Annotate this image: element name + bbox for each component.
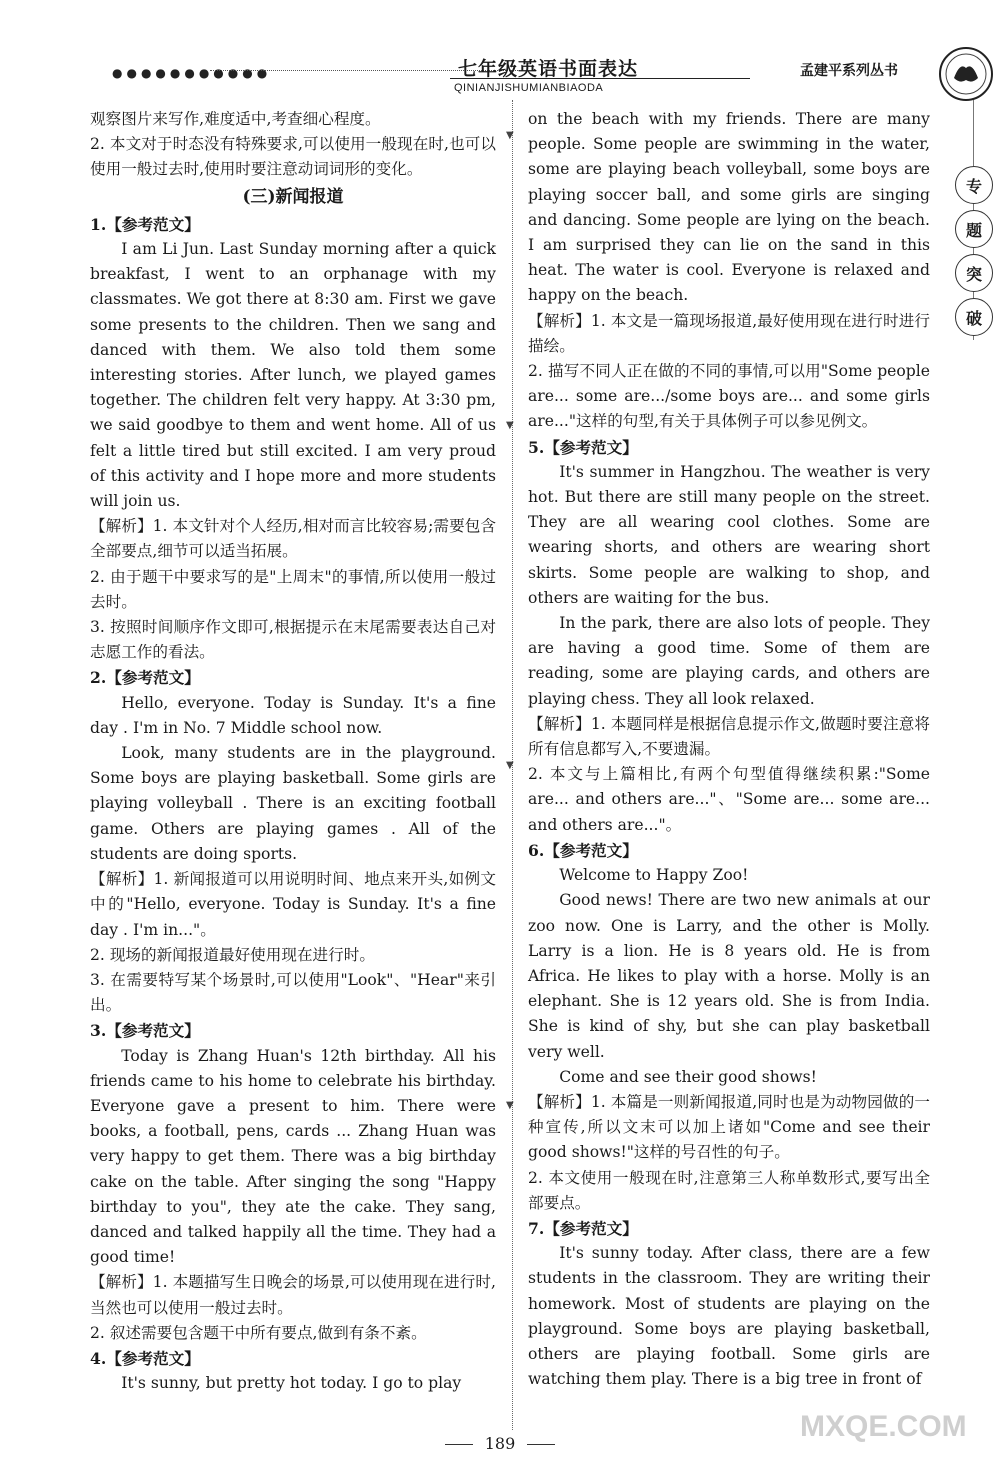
header-dots: ●●●●●●●●●●●	[112, 66, 272, 80]
paragraph: 观察图片来写作,难度适中,考查细心程度。	[90, 110, 381, 128]
header-rule	[450, 78, 750, 79]
model-essay: I am Li Jun. Last Sunday morning after a quick breakfast, I went to an orphanage with my classmates. We got there at 8:30 am. First we gave some presents to the children. Then we sang and danced with them. We also told them some interesting stories. After lunch, we played games together. The children felt very happy. At 3:30 pm, we said goodbye to them and went home. All of us felt a little tired but still excited. I am very proud of this activity and I hope more and more students will join us.	[90, 240, 496, 511]
section-heading: (三)新闻报道	[242, 186, 344, 207]
analysis: 3. 在需要特写某个场景时,可以使用"Look"、"Hear"来引出。	[90, 970, 496, 1015]
analysis: 【解析】1. 新闻报道可以用说明时间、地点来开头,如例文中的"Hello, everyone. Today is Sunday. It's a fine day . I'm in..."。	[90, 870, 496, 939]
model-essay: Today is Zhang Huan's 12th birthday. All his friends came to his home to celebrate his birthday. Everyone gave a present to him. There were books, a football, pens, cards ... Zhang Huan was very happy to get them. There was a big birthday cake on the table. After singing the song "Happy birthday to you", they ate the cake. They sang, danced and talked happily all the time. They had a good time!	[90, 1046, 496, 1267]
divider-arrow-icon: ▼	[506, 1100, 514, 1111]
analysis: 【解析】1. 本题描写生日晚会的场景,可以使用现在进行时,当然也可以使用一般过去时。	[90, 1273, 496, 1317]
model-essay: Come and see their good shows!	[559, 1067, 817, 1086]
analysis: 3. 按照时间顺序作文即可,根据提示在末尾需要表达自己对志愿工作的看法。	[90, 618, 496, 662]
model-essay: Hello, everyone. Today is Sunday. It's a fine day . I'm in No. 7 Middle school now.	[90, 693, 496, 737]
analysis: 2. 叙述需要包含题干中所有要点,做到有条不紊。	[90, 1323, 427, 1342]
model-essay: Welcome to Happy Zoo!	[559, 866, 749, 885]
page-number-text: 189	[484, 1434, 516, 1453]
model-essay: It's sunny today. After class, there are a few students in the classroom. They are writing their homework. Most of students are playing on the playground. Some boys are playing basketball, others are playing football. Some girls are watching them play. There is a big tree in front of	[528, 1244, 930, 1389]
item-label: 7.【参考范文】	[528, 1218, 638, 1238]
page-header	[90, 48, 960, 98]
series-logo-icon	[938, 46, 994, 102]
model-essay: It's sunny, but pretty hot today. I go to play	[121, 1374, 462, 1393]
analysis: 2. 本文与上篇相比,有两个句型值得继续积累:"Some are... and others are..."、"Some are... some are... and others are..."。	[528, 765, 930, 834]
item-label: 4.【参考范文】	[90, 1348, 200, 1368]
model-essay: on the beach with my friends. There are many people. Some people are swimming in the water, some are playing beach volleyball, some boys are playing soccer ball, and some girls are singing and dancing. Some people are lying on the beach. I am surprised they can lie on the sand in this heat. The water is cool. Everyone is relaxed and happy on the beach.	[528, 110, 930, 305]
paragraph: 2. 本文对于时态没有特殊要求,可以使用一般现在时,也可以使用一般过去时,使用时要注意动词词形的变化。	[90, 135, 496, 179]
series-name: 孟建平系列丛书	[800, 63, 898, 79]
divider-arrow-icon: ▼	[506, 420, 514, 431]
analysis: 2. 现场的新闻报道最好使用现在进行时。	[90, 945, 375, 964]
analysis: 2. 描写不同人正在做的不同的事情,可以用"Some people are... some are.../some boys are... and some girls are..."这样的句型,有关于具体例子可以参见例文。	[528, 362, 930, 431]
book-title-pinyin: QINIANJISHUMIANBIAODA	[454, 82, 604, 94]
analysis: 【解析】1. 本文针对个人经历,相对而言比较容易;需要包含全部要点,细节可以适当拓展。	[90, 517, 496, 561]
analysis: 【解析】1. 本篇是一则新闻报道,同时也是为动物园做的一种宣传,所以文末可以加上诸如"Come and see their good shows!"这样的号召性的句子。	[528, 1092, 930, 1162]
side-tab-2: 题	[955, 210, 993, 248]
item-label: 3.【参考范文】	[90, 1021, 200, 1041]
model-essay: Good news! There are two new animals at our zoo now. One is Larry, and the other is Molly. Larry is a lion. He is 8 years old. He is from Africa. He likes to play with a horse. Molly is an elephant. She is 12 years old. She is from India. She is kind of shy, but she can play basketball very well.	[528, 891, 930, 1061]
divider-arrow-icon: ▼	[506, 760, 514, 771]
item-label: 6.【参考范文】	[528, 840, 638, 860]
analysis: 2. 由于题干中要求写的是"上周末"的事情,所以使用一般过去时。	[90, 567, 496, 611]
book-title: 七年级英语书面表达	[458, 58, 639, 80]
analysis: 【解析】1. 本题同样是根据信息提示作文,做题时要注意将所有信息都写入,不要遗漏。	[528, 714, 930, 759]
item-label: 2.【参考范文】	[90, 668, 200, 688]
left-column	[90, 107, 496, 1396]
analysis: 2. 本文使用一般现在时,注意第三人称单数形式,要写出全部要点。	[528, 1168, 930, 1212]
watermark: MXQE.COM	[800, 1410, 967, 1443]
model-essay: In the park, there are also lots of people. They are having a good time. Some of them are reading, some are playing cards, and others are playing chess. They all look relaxed.	[528, 614, 930, 708]
side-tab-1: 专	[955, 166, 993, 204]
analysis: 【解析】1. 本文是一篇现场报道,最好使用现在进行时进行描绘。	[528, 311, 930, 355]
divider-arrow-icon: ▼	[506, 130, 514, 141]
side-tab-4: 破	[955, 298, 993, 336]
item-label: 1.【参考范文】	[90, 214, 200, 234]
side-tab-3: 突	[955, 254, 993, 292]
model-essay: It's summer in Hangzhou. The weather is very hot. But there are still many people on the street. They are all wearing cool clothes. Some are wearing shorts, and others are wearing short skirts. Some people are walking to shop, and others are waiting for the bus.	[528, 462, 930, 607]
model-essay: Look, many students are in the playground. Some boys are playing basketball. Some girls are playing volleyball . There is an exciting football game. Others are playing games . All of the students are doing sports.	[90, 744, 496, 863]
item-label: 5.【参考范文】	[528, 437, 638, 457]
right-column	[528, 107, 930, 1392]
